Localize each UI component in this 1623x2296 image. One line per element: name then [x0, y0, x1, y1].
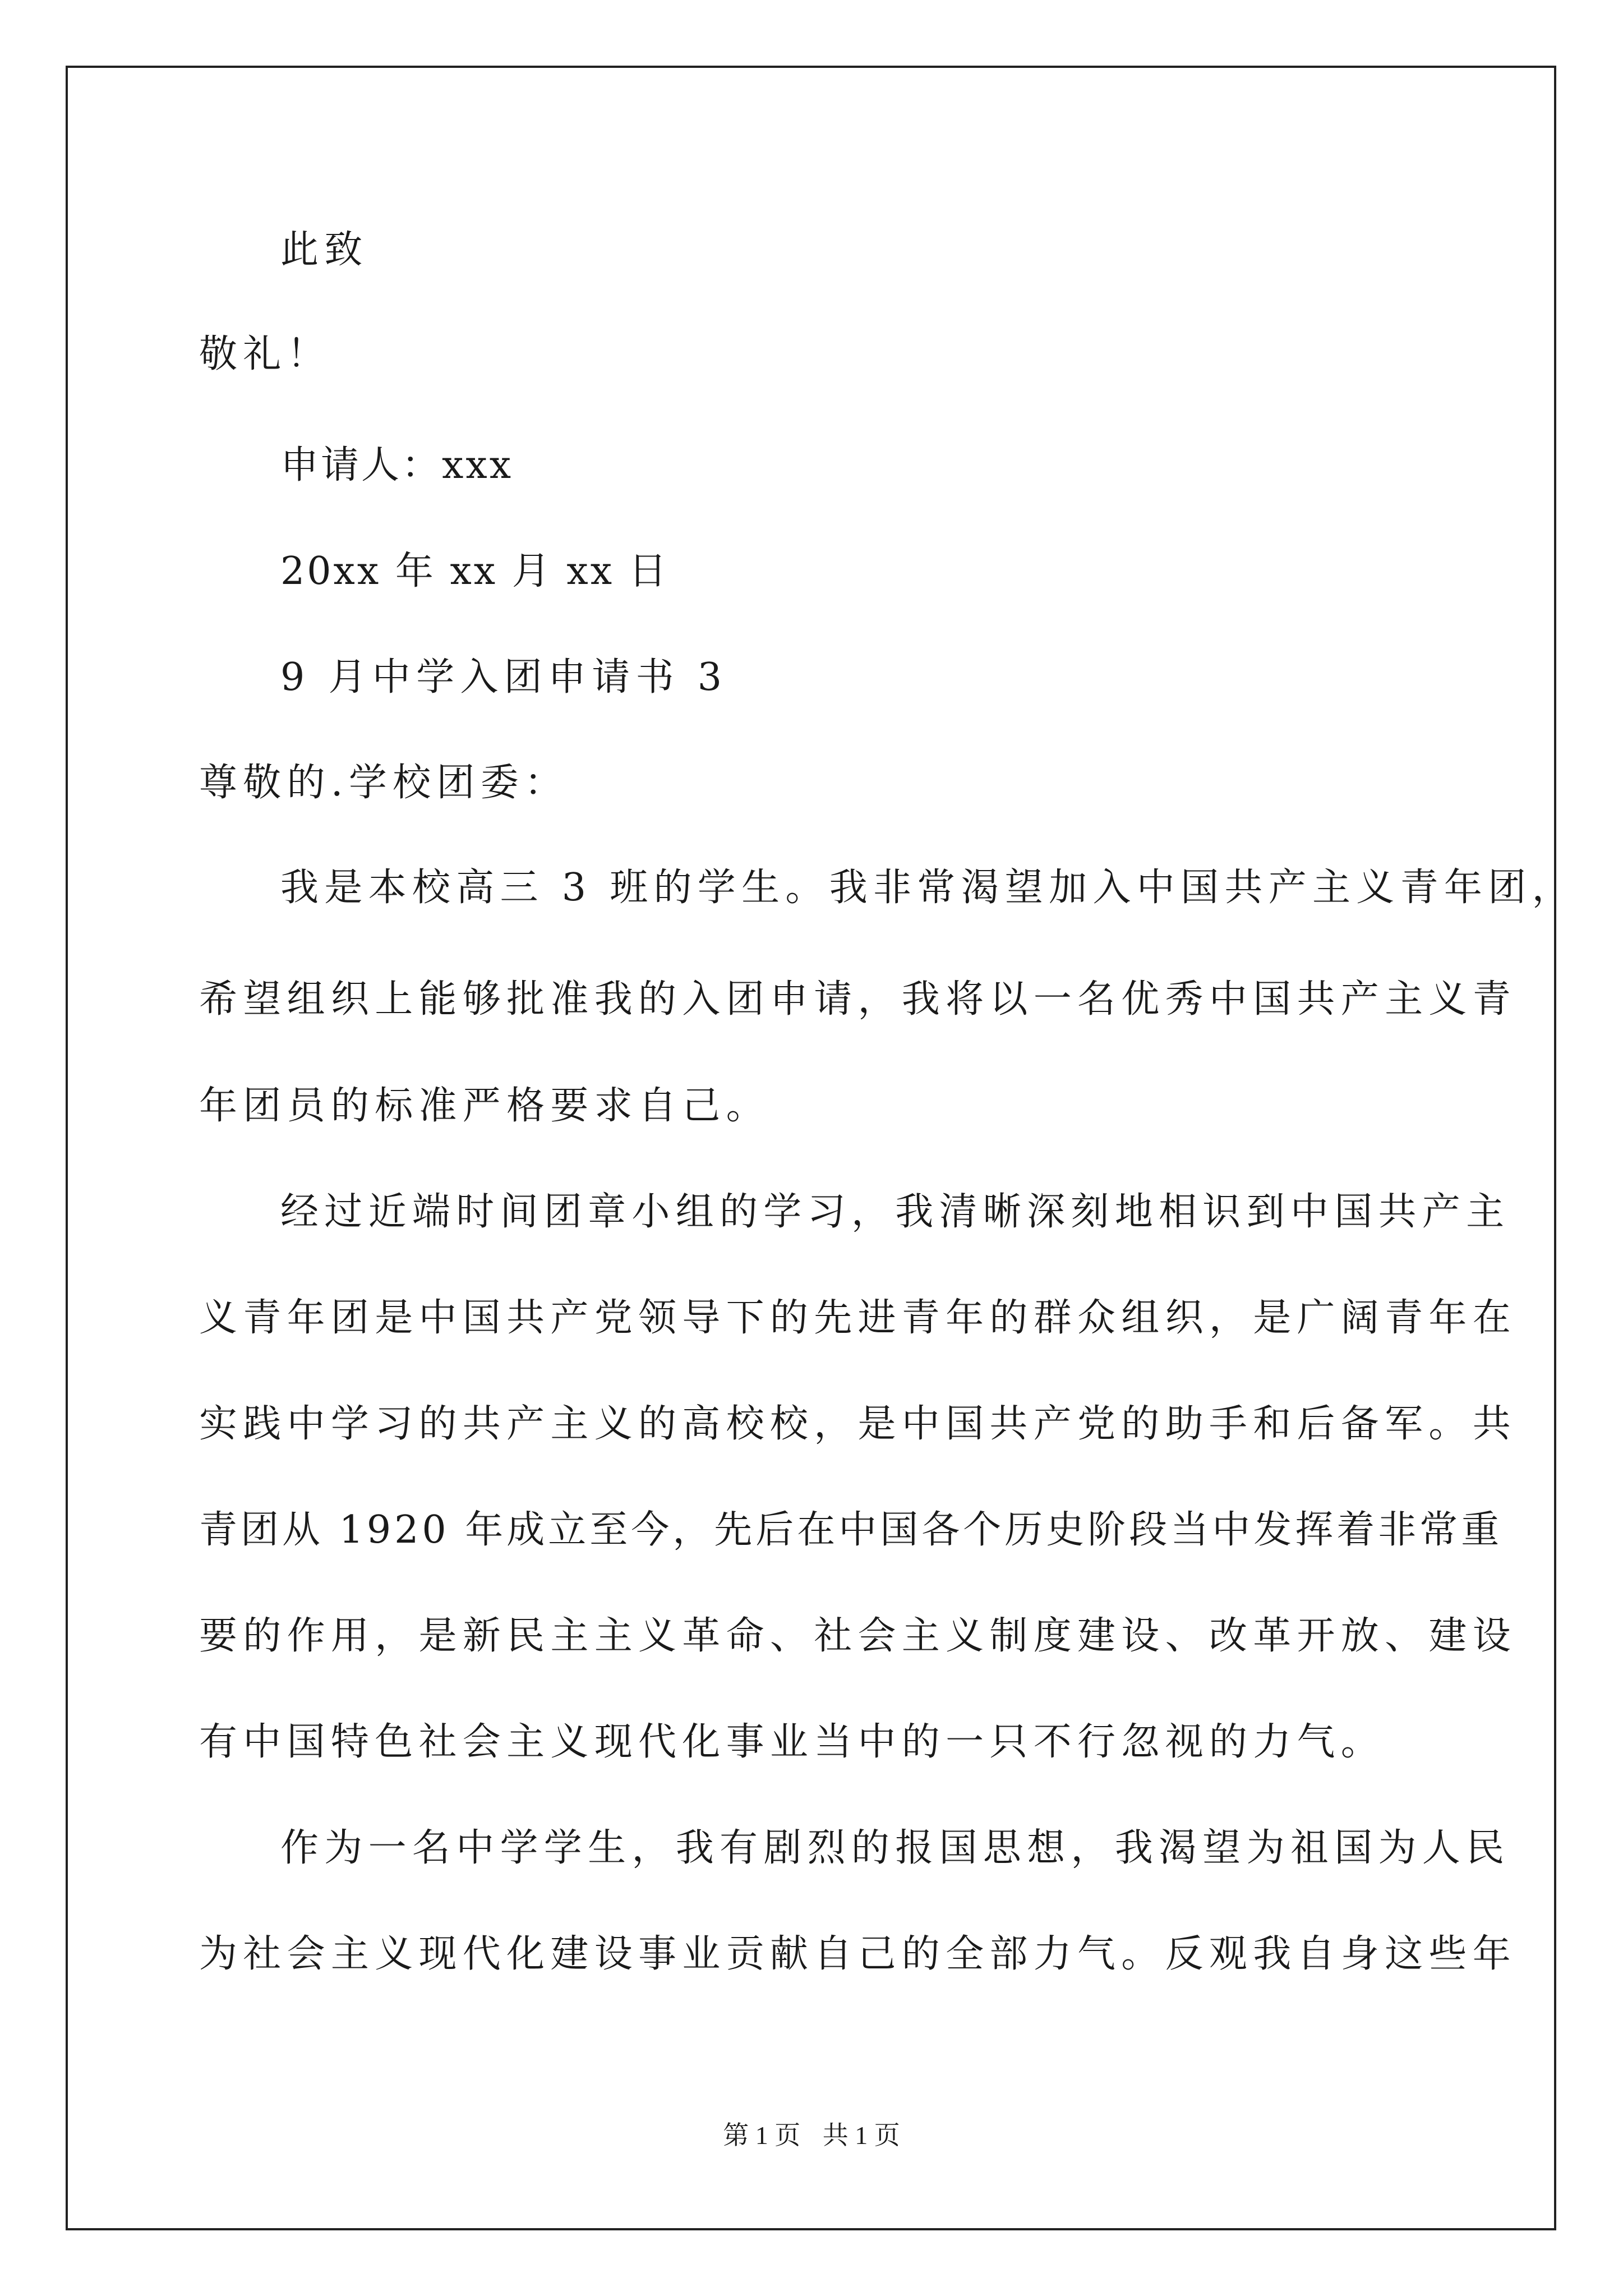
page-total: 共 1 页: [822, 2121, 900, 2150]
paragraph-line: 我是本校高三 3 班的学生。我非常渴望加入中国共产主义青年团，: [280, 866, 1576, 910]
applicant-line: 申请人：xxx: [280, 443, 514, 487]
addressee-line: 尊敬的.学校团委：: [199, 761, 569, 805]
paragraph-line: 要的作用，是新民主主义革命、社会主义制度建设、改革开放、建设: [199, 1614, 1517, 1658]
paragraph-line: 希望组织上能够批准我的入团申请，我将以一名优秀中国共产主义青: [199, 977, 1517, 1022]
paragraph-line: 义青年团是中国共产党领导下的先进青年的群众组织，是广阔青年在: [199, 1296, 1517, 1340]
page-footer: [0, 2115, 1623, 2152]
paragraph-line: 为社会主义现代化建设事业贡献自己的全部力气。反观我自身这些年: [199, 1932, 1517, 1976]
paragraph-line: 作为一名中学学生，我有剧烈的报国思想，我渴望为祖国为人民: [280, 1826, 1510, 1870]
paragraph-line: 年团员的标准严格要求自己。: [199, 1084, 770, 1128]
closing-text: 此致: [280, 228, 368, 272]
page-border: [66, 66, 1556, 2230]
paragraph-line: 实践中学习的共产主义的高校校，是中国共产党的助手和后备军。共: [199, 1402, 1517, 1446]
page-number: 第 1 页: [723, 2121, 801, 2150]
paragraph-line: 有中国特色社会主义现代化事业当中的一只不行忽视的力气。: [199, 1720, 1385, 1764]
salute-text: 敬礼！: [199, 332, 331, 376]
paragraph-line: 青团从 1920 年成立至今，先后在中国各个历史阶段当中发挥着非常重: [199, 1508, 1503, 1552]
date-line: 20xx 年 xx 月 xx 日: [280, 549, 669, 593]
paragraph-line: 经过近端时间团章小组的学习，我清晰深刻地相识到中国共产主: [280, 1190, 1510, 1234]
section-title: 9 月中学入团申请书 3: [280, 655, 728, 700]
